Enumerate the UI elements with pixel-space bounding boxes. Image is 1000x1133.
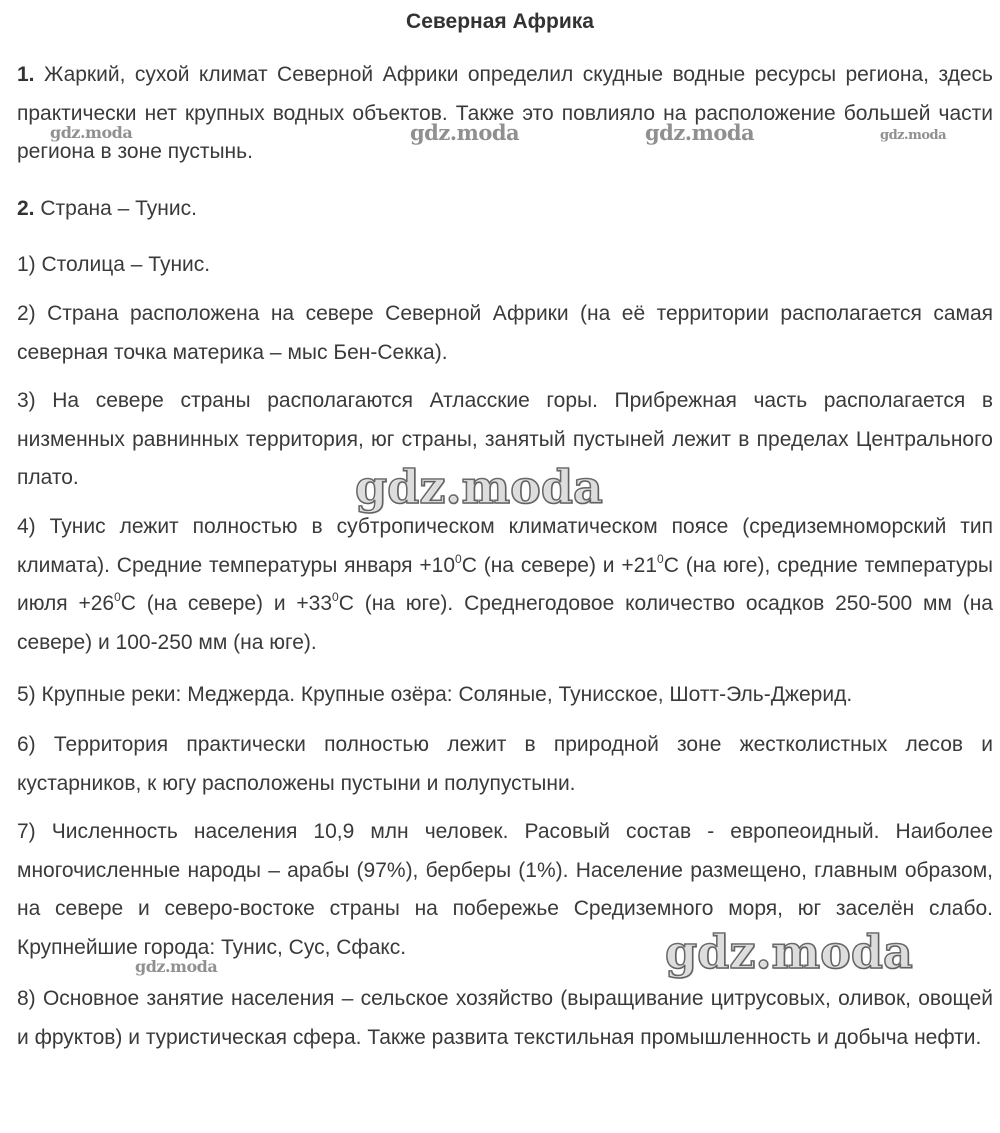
watermark: gdz.moda [410,120,520,145]
watermark: gdz.moda [135,957,218,976]
answer-number: 2. [17,197,35,220]
answer-1 [17,56,993,172]
list-item-climate: 4) Тунис лежит полностью в субтропическом климатическом поясе (средиземноморский тип климата). Средние температуры января $+10^0C$ (на севере) $и +21^0C$ (на юге), средние температуры июля $+26^0C$ (на севере) $и +33^0C$ (на юге). Среднегодовое количество осадков 250-500 мм (на севере) и 100-250 мм (на юге). [17,515,993,654]
answer-number: 1. [17,63,35,86]
list-item-economy: 8) Основное занятие населения – сельское хозяйство (выращивание цитрусовых, оливок, овощей и фруктов) и туристическая сфера. Также развита текстильная промышленность и добыча нефти. [17,987,993,1049]
watermark: gdz.moda [665,925,913,979]
list-item-relief: 3) На севере страны располагаются Атласские горы. Прибрежная часть располагается в низменных равнинных территория, юг страны, занятый пустыней лежит в пределах Центрального плато. [17,389,993,489]
watermark: gdz.moda [355,460,603,514]
list-item-capital: 1) Столица – Тунис. [17,253,211,276]
answer-2 [17,190,993,229]
watermark: gdz.moda [880,128,947,143]
list-item-location: 2) Страна расположена на севере Северной Африки (на её территории располагается самая северная точка материка – мыс Бен-Секка). [17,302,993,364]
answer-text: Жаркий, сухой климат Северной Африки определил скудные водные ресурсы региона, здесь практически нет крупных водных объектов. Также это повлияло на расположение большей части региона в зоне пустынь. [17,63,993,163]
list-item-population: 7) Численность населения 10,9 млн человек. Расовый состав - европеоидный. Наиболее многочисленные народы – арабы (97%), берберы (1%). Население размещено, главным образом, на севере и северо-востоке страны на побережье Средиземного моря, юг заселён слабо. Крупнейшие города: Тунис, Сус, Сфакс. [17,820,993,959]
list-item-nature-zones: 6) Территория практически полностью лежит в природной зоне жестколистных лесов и кустарников, к югу расположены пустыни и полупустыни. [17,733,993,795]
answer-text: Страна – Тунис. [34,197,197,220]
watermark: gdz.moda [50,123,133,142]
list-item-waters: 5) Крупные реки: Меджерда. Крупные озёра: Соляные, Тунисское, Шотт-Эль-Джерид. [17,683,853,706]
page-title: Северная Африка [406,10,594,33]
watermark: gdz.moda [645,120,755,145]
